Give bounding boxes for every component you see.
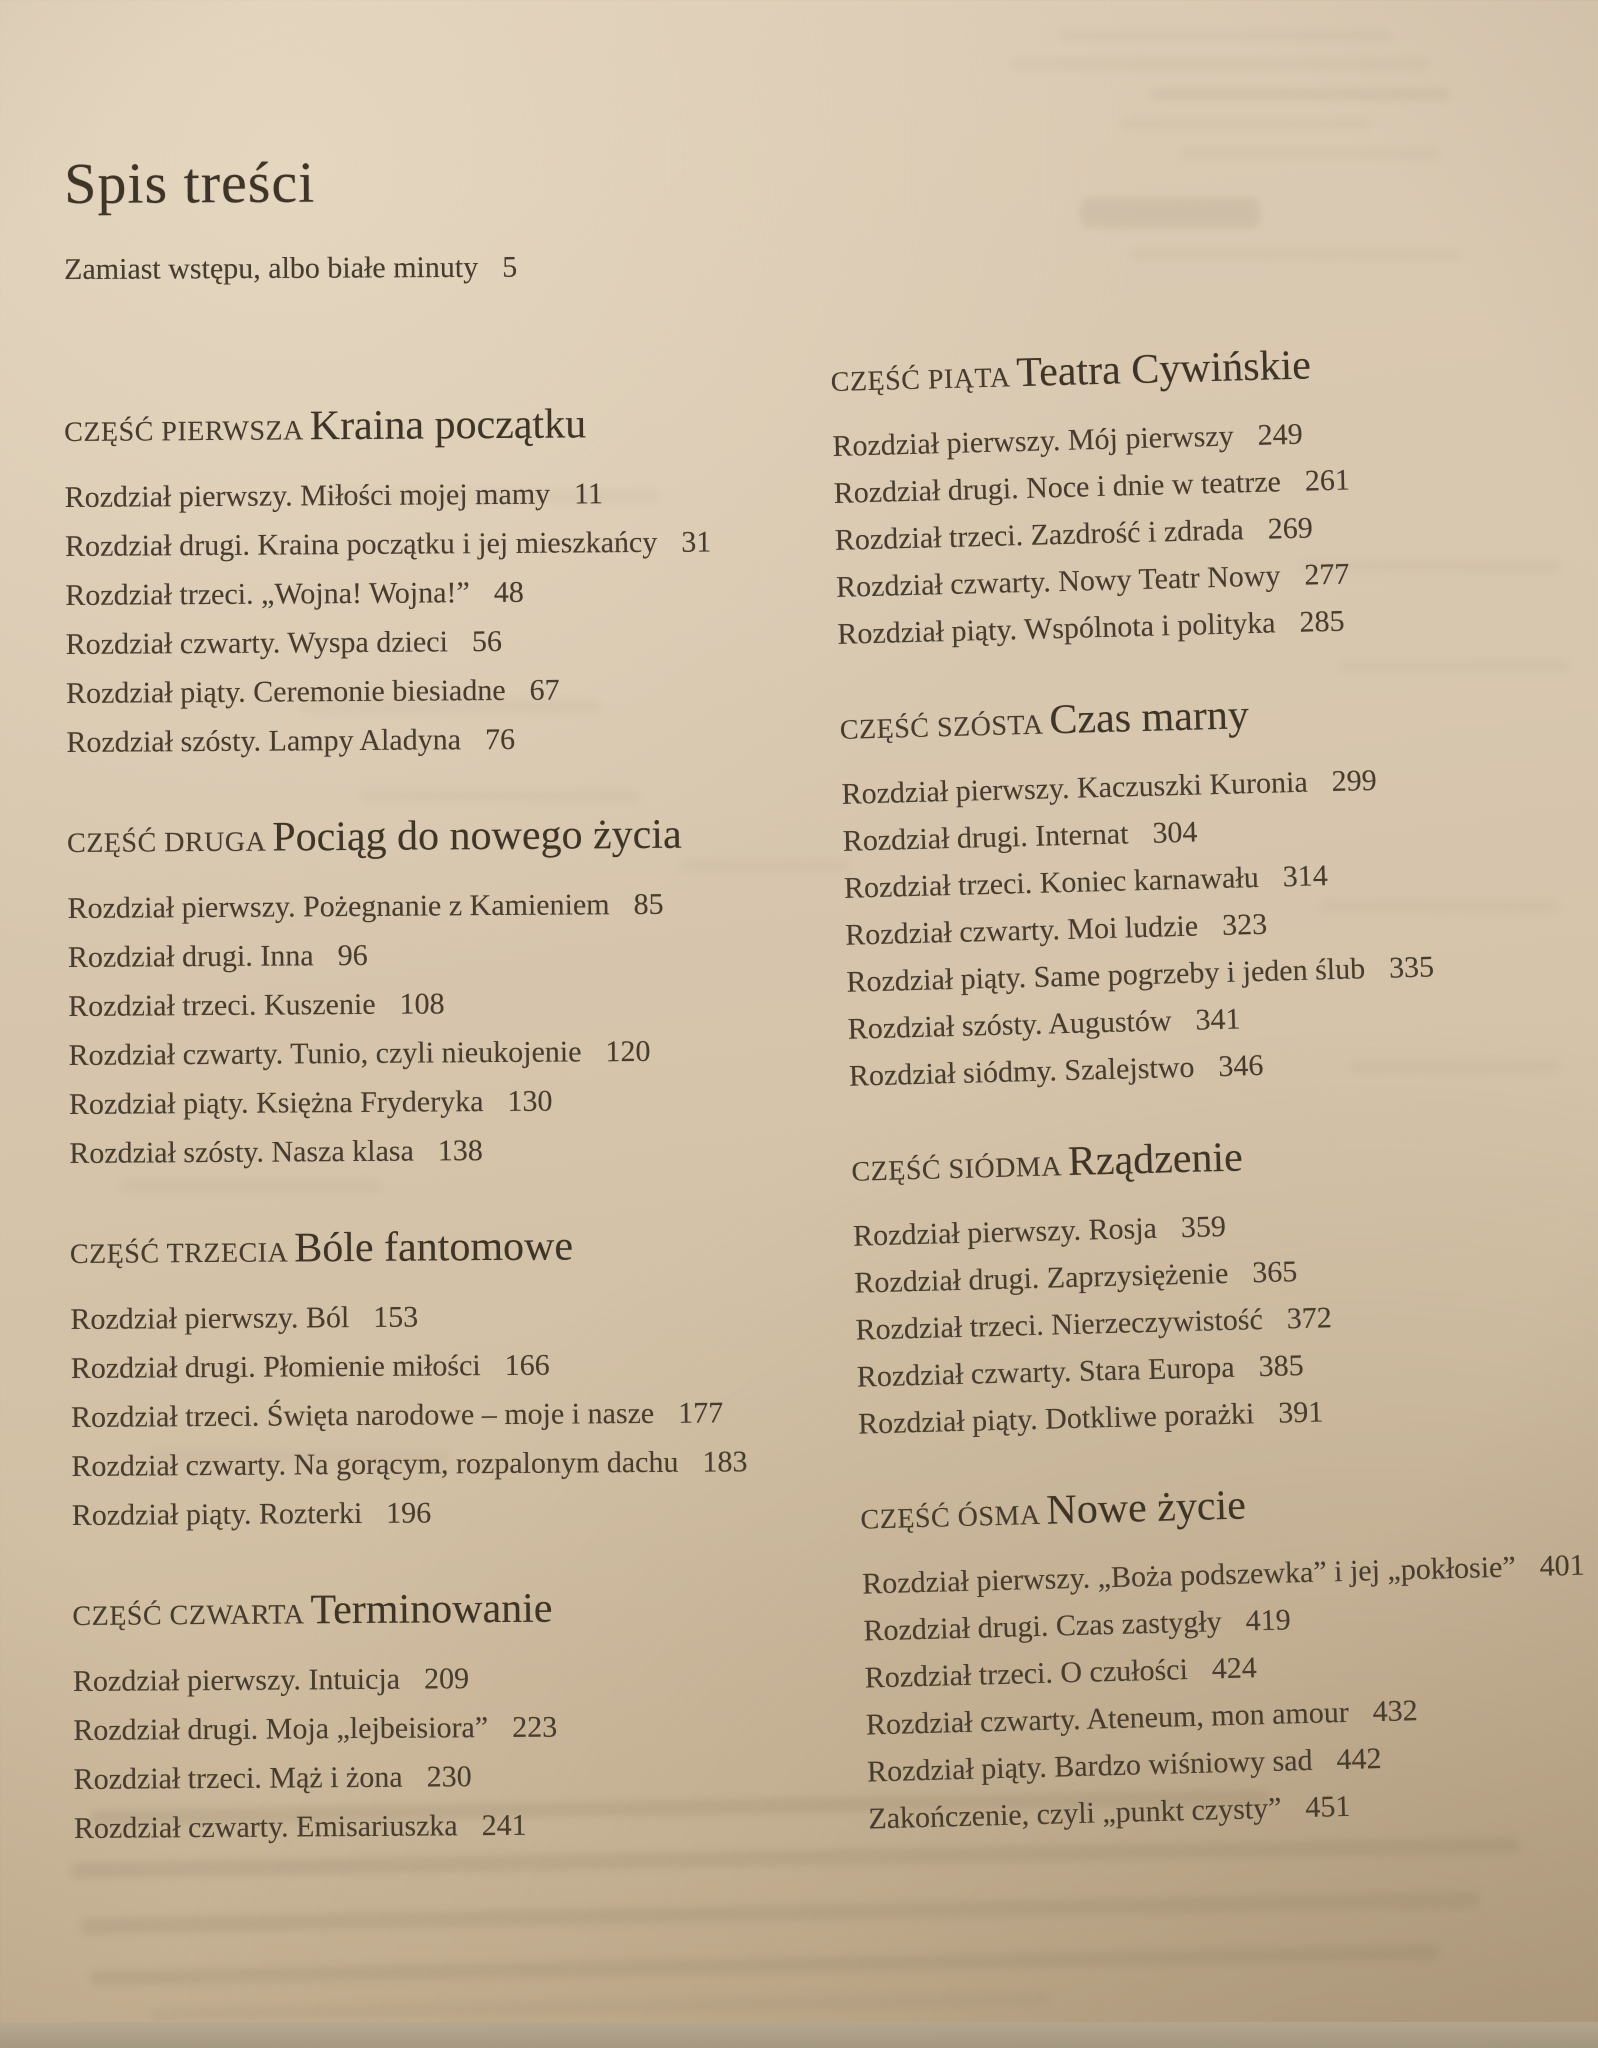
toc-part-heading <box>67 808 842 874</box>
toc-entry <box>72 1486 847 1540</box>
toc-part-label: CZĘŚĆ PIĄTA <box>830 362 1011 398</box>
toc-entry-label: Rozdział drugi. Czas zastygły <box>863 1605 1223 1648</box>
toc-section <box>72 1581 849 1853</box>
toc-entry-label: Rozdział pierwszy. Pożegnanie z Kamieniem <box>67 888 610 925</box>
toc-entry-label: Rozdział trzeci. Święta narodowe – moje i nasze <box>70 1396 655 1434</box>
toc-section <box>839 680 1598 1100</box>
toc-entry <box>68 928 843 982</box>
toc-entry-label: Rozdział trzeci. O czułości <box>864 1653 1189 1695</box>
toc-entry-page: 130 <box>507 1084 553 1118</box>
toc-entry-page: 346 <box>1217 1048 1264 1084</box>
toc-entry <box>73 1652 848 1706</box>
toc-entry <box>74 1799 849 1853</box>
toc-entry-label: Rozdział czwarty. Tunio, czyli nieukojenie <box>68 1035 582 1072</box>
toc-entry-label: Rozdział piąty. Wspólnota i polityka <box>836 606 1276 651</box>
toc-entry-label: Rozdział piąty. Bardzo wiśniowy sad <box>866 1743 1313 1789</box>
toc-entry <box>68 1026 843 1080</box>
toc-part-title: Pociąg do nowego życia <box>272 811 682 861</box>
toc-section <box>860 1470 1598 1843</box>
toc-entry-page: 11 <box>573 477 604 511</box>
toc-entry <box>70 1290 845 1344</box>
toc-entry-label: Rozdział drugi. Internat <box>842 817 1129 858</box>
toc-entry-label: Rozdział trzeci. Kuszenie <box>68 987 376 1023</box>
toc-part-title: Rządzenie <box>1067 1134 1244 1186</box>
toc-entry-page: 323 <box>1221 907 1268 942</box>
toc-entry-page: 299 <box>1331 763 1378 799</box>
toc-part-title: Terminowanie <box>310 1585 553 1634</box>
toc-part-title: Bóle fantomowe <box>294 1223 574 1272</box>
toc-part-heading <box>70 1219 845 1285</box>
toc-entry-page: 419 <box>1245 1603 1292 1638</box>
toc-entry-page: 5 <box>502 250 518 284</box>
toc-entry-page: 249 <box>1257 417 1304 452</box>
toc-part-label: CZĘŚĆ PIERWSZA <box>64 415 304 448</box>
toc-part-label: CZĘŚĆ DRUGA <box>66 826 267 859</box>
toc-entry-label: Rozdział czwarty. Ateneum, mon amour <box>865 1695 1350 1742</box>
toc-part-title: Teatra Cywińskie <box>1015 342 1312 397</box>
toc-entry <box>66 615 841 669</box>
toc-entry-page: 241 <box>481 1808 527 1843</box>
toc-entry-page: 391 <box>1277 1395 1324 1430</box>
toc-entry-page: 166 <box>504 1348 550 1382</box>
toc-entry-page: 153 <box>373 1300 419 1334</box>
toc-entry-page: 31 <box>681 525 712 559</box>
toc-entry-label: Rozdział drugi. Płomienie miłości <box>70 1349 481 1385</box>
toc-entry-page: 223 <box>512 1710 558 1744</box>
toc-entry-label: Rozdział szósty. Nasza klasa <box>69 1134 414 1170</box>
toc-entry-label: Zakończenie, czyli „punkt czysty” <box>867 1791 1282 1836</box>
toc-entry <box>64 468 839 522</box>
toc-entry-label: Rozdział pierwszy. „Boża podszewka” i jej „pokłosie” <box>861 1550 1517 1601</box>
toc-entry <box>71 1339 846 1393</box>
toc-entry-page: 67 <box>529 673 560 707</box>
toc-entry-page: 359 <box>1180 1209 1227 1245</box>
toc-part-label: CZĘŚĆ TRZECIA <box>69 1237 289 1270</box>
toc-entry <box>71 1388 846 1442</box>
toc-entry-page: 76 <box>484 722 516 757</box>
toc-entry-page: 285 <box>1299 604 1345 639</box>
toc-entry-page: 442 <box>1336 1742 1382 1777</box>
toc-section <box>64 397 842 767</box>
toc-entry-page: 424 <box>1211 1651 1258 1686</box>
toc-entry-label: Rozdział czwarty. Wyspa dzieci <box>65 625 449 661</box>
toc-part-heading <box>860 1470 1598 1551</box>
toc-section <box>830 332 1598 658</box>
toc-entry-page: 451 <box>1304 1789 1351 1825</box>
toc-entry <box>73 1750 848 1804</box>
toc-entry-page: 335 <box>1388 950 1435 985</box>
toc-entry-label: Rozdział drugi. Kraina początku i jej mieszkańcy <box>64 525 658 563</box>
toc-part-label: CZĘŚĆ ÓSMA <box>860 1499 1041 1536</box>
toc-entry-label: Rozdział trzeci. Koniec karnawału <box>843 860 1260 905</box>
toc-entry-label: Rozdział drugi. Inna <box>67 939 314 974</box>
toc-part-title: Kraina początku <box>309 401 587 450</box>
toc-entry-page: 48 <box>493 575 524 610</box>
toc-entry-page: 269 <box>1267 511 1314 546</box>
toc-entry <box>65 566 840 620</box>
toc-entry-label: Rozdział piąty. Same pogrzeby i jeden ślub <box>846 952 1366 999</box>
toc-entry <box>69 1124 844 1178</box>
toc-column-left <box>64 397 849 1899</box>
toc-entry-page: 183 <box>702 1445 748 1479</box>
toc-entry-label: Rozdział pierwszy. Miłości mojej mamy <box>64 477 551 514</box>
toc-entry-label: Zamiast wstępu, albo białe minuty <box>64 250 479 286</box>
toc-entry-label: Rozdział czwarty. Emisariuszka <box>73 1809 458 1845</box>
toc-section <box>67 808 845 1178</box>
toc-entry-page: 401 <box>1539 1548 1586 1583</box>
toc-entry-page: 385 <box>1258 1348 1305 1384</box>
toc-part-title: Czas marny <box>1048 692 1250 744</box>
toc-intro-entry <box>64 251 517 287</box>
page-bottom-edge <box>0 2022 1598 2048</box>
toc-entry-page: 304 <box>1152 815 1198 850</box>
toc-entry-label: Rozdział piąty. Dotkliwe porażki <box>857 1397 1255 1441</box>
toc-entry-label: Rozdział czwarty. Nowy Teatr Nowy <box>835 559 1281 604</box>
toc-entry-page: 177 <box>678 1396 724 1430</box>
toc-entry-page: 261 <box>1304 463 1351 498</box>
toc-entry-page: 209 <box>423 1662 470 1696</box>
toc-entry-page: 85 <box>633 887 664 922</box>
toc-entry-label: Rozdział drugi. Zaprzysiężenie <box>853 1256 1229 1300</box>
toc-entry-label: Rozdział piąty. Ceremonie biesiadne <box>65 673 506 710</box>
toc-entry-page: 108 <box>399 987 445 1021</box>
toc-entry <box>73 1701 848 1755</box>
toc-part-heading <box>830 332 1593 413</box>
toc-entry-label: Rozdział trzeci. Zazdrość i zdrada <box>834 513 1245 557</box>
toc-entry-label: Rozdział czwarty. Moi ludzie <box>844 909 1199 952</box>
toc-entry-label: Rozdział piąty. Rozterki <box>71 1496 363 1532</box>
toc-entry-label: Rozdział szósty. Augustów <box>847 1004 1172 1046</box>
toc-entry <box>66 713 841 767</box>
toc-entry-page: 196 <box>386 1496 432 1530</box>
toc-column-right <box>830 332 1598 1884</box>
toc-entry-label: Rozdział drugi. Moja „lejbeisiora” <box>73 1711 489 1747</box>
toc-part-heading <box>64 397 839 463</box>
toc-entry-label: Rozdział piąty. Księżna Fryderyka <box>68 1085 484 1121</box>
toc-part-label: CZĘŚĆ CZWARTA <box>72 1599 305 1632</box>
page-title: Spis treści <box>64 149 316 216</box>
toc-entry-label: Rozdział drugi. Noce i dnie w teatrze <box>833 465 1282 510</box>
toc-entry-label: Rozdział pierwszy. Kaczuszki Kuronia <box>841 765 1309 811</box>
toc-entry-page: 120 <box>605 1034 651 1069</box>
toc-entry-label: Rozdział siódmy. Szalejstwo <box>848 1050 1195 1093</box>
toc-entry <box>71 1437 846 1491</box>
toc-entry-page: 372 <box>1286 1301 1333 1336</box>
toc-part-heading <box>72 1581 847 1647</box>
toc-entry-page: 365 <box>1251 1255 1298 1290</box>
toc-entry <box>68 977 843 1031</box>
toc-entry-label: Rozdział pierwszy. Rosja <box>852 1211 1158 1253</box>
toc-entry-page: 314 <box>1282 859 1329 894</box>
toc-entry <box>65 517 840 571</box>
toc-section <box>70 1219 847 1540</box>
toc-entry-label: Rozdział pierwszy. Ból <box>70 1301 350 1336</box>
toc-part-title: Nowe życie <box>1045 1482 1247 1534</box>
toc-entry-label: Rozdział pierwszy. Intuicja <box>72 1662 401 1698</box>
toc-part-heading <box>851 1122 1598 1203</box>
toc-entry-label: Rozdział trzeci. Mąż i żona <box>73 1760 403 1796</box>
toc-entry <box>66 664 841 718</box>
toc-part-label: CZĘŚĆ SZÓSTA <box>839 709 1044 746</box>
toc-entry-page: 138 <box>437 1134 483 1168</box>
toc-part-heading <box>839 680 1598 761</box>
toc-entry-label: Rozdział pierwszy. Mój pierwszy <box>832 419 1235 463</box>
toc-entry <box>69 1075 844 1129</box>
toc-section <box>851 1122 1598 1448</box>
toc-entry-label: Rozdział czwarty. Na gorącym, rozpalonym dachu <box>71 1445 679 1483</box>
toc-entry-page: 96 <box>337 938 368 973</box>
toc-entry <box>67 879 842 933</box>
toc-entry-label: Rozdział trzeci. „Wojna! Wojna!” <box>65 576 470 612</box>
toc-entry-label: Rozdział czwarty. Stara Europa <box>856 1350 1236 1394</box>
toc-entry-page: 341 <box>1195 1002 1241 1037</box>
toc-entry-page: 230 <box>426 1760 472 1794</box>
toc-entry-page: 277 <box>1303 557 1350 592</box>
toc-entry-label: Rozdział trzeci. Nierzeczywistość <box>855 1303 1264 1347</box>
toc-entry-label: Rozdział szósty. Lampy Aladyna <box>66 723 462 759</box>
toc-entry-page: 56 <box>471 624 503 659</box>
toc-part-label: CZĘŚĆ SIÓDMA <box>851 1151 1063 1188</box>
toc-entry-page: 432 <box>1372 1694 1419 1729</box>
